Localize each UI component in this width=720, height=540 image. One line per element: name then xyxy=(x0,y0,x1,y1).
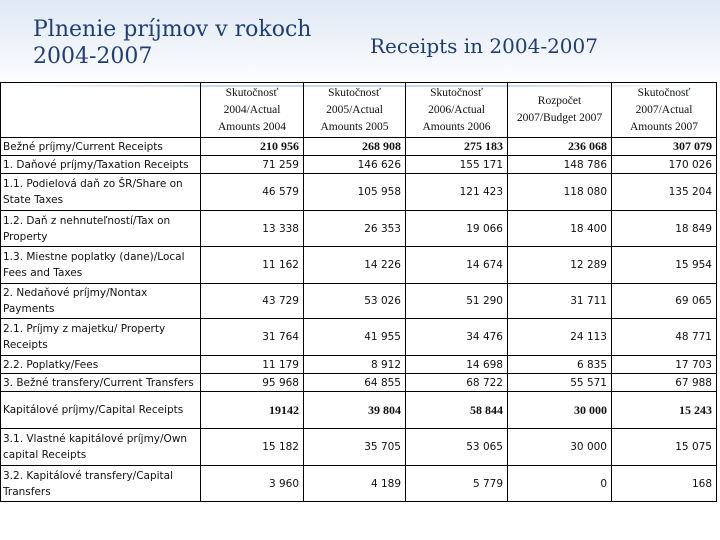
value-cell: 71 259 xyxy=(201,156,304,174)
value-cell: 26 353 xyxy=(304,211,406,247)
value-cell: 13 338 xyxy=(201,211,304,247)
table-row xyxy=(1,138,717,156)
value-cell: 121 423 xyxy=(406,174,508,211)
table-row xyxy=(1,211,717,247)
column-header: Skutočnosť 2005/Actual Amounts 2005 xyxy=(304,83,406,138)
table-row xyxy=(1,466,717,502)
column-header: Skutočnosť 2006/Actual Amounts 2006 xyxy=(406,83,508,138)
column-header: Skutočnosť 2007/Actual Amounts 2007 xyxy=(612,83,717,138)
value-cell: 6 835 xyxy=(508,356,612,374)
value-cell: 15 075 xyxy=(612,429,717,466)
value-cell: 15 954 xyxy=(612,247,717,284)
value-cell: 30 000 xyxy=(508,429,612,466)
value-cell: 0 xyxy=(508,466,612,502)
value-cell: 48 771 xyxy=(612,319,717,356)
value-cell: 55 571 xyxy=(508,374,612,392)
value-cell: 31 764 xyxy=(201,319,304,356)
value-cell: 41 955 xyxy=(304,319,406,356)
row-label: Bežné príjmy/Current Receipts xyxy=(1,138,201,156)
row-label: 3.1. Vlastné kapitálové príjmy/Own capital Receipts xyxy=(1,429,201,466)
table-row xyxy=(1,247,717,284)
value-cell: 19 066 xyxy=(406,211,508,247)
table-row xyxy=(1,374,717,392)
value-cell: 5 779 xyxy=(406,466,508,502)
value-cell: 51 290 xyxy=(406,284,508,319)
value-cell: 15 243 xyxy=(612,392,717,429)
value-cell: 148 786 xyxy=(508,156,612,174)
value-cell: 268 908 xyxy=(304,138,406,156)
value-cell: 58 844 xyxy=(406,392,508,429)
table-row xyxy=(1,429,717,466)
value-cell: 18 849 xyxy=(612,211,717,247)
row-label: Kapitálové príjmy/Capital Receipts xyxy=(1,392,201,429)
corner-cell xyxy=(1,83,201,138)
row-label: 1.3. Miestne poplatky (dane)/Local Fees and Taxes xyxy=(1,247,201,284)
row-label: 1. Daňové príjmy/Taxation Receipts xyxy=(1,156,201,174)
value-cell: 118 080 xyxy=(508,174,612,211)
value-cell: 12 289 xyxy=(508,247,612,284)
table-row xyxy=(1,319,717,356)
column-header: Rozpočet 2007/Budget 2007 xyxy=(508,83,612,138)
value-cell: 35 705 xyxy=(304,429,406,466)
value-cell: 53 065 xyxy=(406,429,508,466)
value-cell: 67 988 xyxy=(612,374,717,392)
value-cell: 30 000 xyxy=(508,392,612,429)
value-cell: 24 113 xyxy=(508,319,612,356)
value-cell: 53 026 xyxy=(304,284,406,319)
value-cell: 31 711 xyxy=(508,284,612,319)
value-cell: 155 171 xyxy=(406,156,508,174)
value-cell: 95 968 xyxy=(201,374,304,392)
value-cell: 170 026 xyxy=(612,156,717,174)
slide-title-slovak: Plnenie príjmov v rokoch 2004-2007 xyxy=(33,17,312,69)
row-label: 3.2. Kapitálové transfery/Capital Transfers xyxy=(1,466,201,502)
value-cell: 69 065 xyxy=(612,284,717,319)
value-cell: 11 162 xyxy=(201,247,304,284)
value-cell: 4 189 xyxy=(304,466,406,502)
value-cell: 68 722 xyxy=(406,374,508,392)
value-cell: 17 703 xyxy=(612,356,717,374)
receipts-table xyxy=(0,82,717,502)
value-cell: 46 579 xyxy=(201,174,304,211)
row-label: 2. Nedaňové príjmy/Nontax Payments xyxy=(1,284,201,319)
value-cell: 43 729 xyxy=(201,284,304,319)
value-cell: 8 912 xyxy=(304,356,406,374)
header-row xyxy=(1,83,717,138)
value-cell: 307 079 xyxy=(612,138,717,156)
value-cell: 168 xyxy=(612,466,717,502)
value-cell: 146 626 xyxy=(304,156,406,174)
row-label: 2.2. Poplatky/Fees xyxy=(1,356,201,374)
value-cell: 18 400 xyxy=(508,211,612,247)
table-row xyxy=(1,156,717,174)
table-row xyxy=(1,174,717,211)
column-header: Skutočnosť 2004/Actual Amounts 2004 xyxy=(201,83,304,138)
value-cell: 3 960 xyxy=(201,466,304,502)
row-label: 1.1. Podielová daň zo ŠR/Share on State Taxes xyxy=(1,174,201,211)
value-cell: 64 855 xyxy=(304,374,406,392)
value-cell: 19142 xyxy=(201,392,304,429)
slide-title-english: Receipts in 2004-2007 xyxy=(370,34,598,58)
value-cell: 210 956 xyxy=(201,138,304,156)
value-cell: 135 204 xyxy=(612,174,717,211)
value-cell: 39 804 xyxy=(304,392,406,429)
value-cell: 34 476 xyxy=(406,319,508,356)
value-cell: 14 674 xyxy=(406,247,508,284)
row-label: 3. Bežné transfery/Current Transfers xyxy=(1,374,201,392)
value-cell: 15 182 xyxy=(201,429,304,466)
value-cell: 105 958 xyxy=(304,174,406,211)
table-row xyxy=(1,356,717,374)
value-cell: 275 183 xyxy=(406,138,508,156)
value-cell: 11 179 xyxy=(201,356,304,374)
value-cell: 14 698 xyxy=(406,356,508,374)
row-label: 2.1. Príjmy z majetku/ Property Receipts xyxy=(1,319,201,356)
table-row xyxy=(1,392,717,429)
value-cell: 14 226 xyxy=(304,247,406,284)
value-cell: 236 068 xyxy=(508,138,612,156)
row-label: 1.2. Daň z nehnuteľností/Tax on Property xyxy=(1,211,201,247)
table-row xyxy=(1,284,717,319)
